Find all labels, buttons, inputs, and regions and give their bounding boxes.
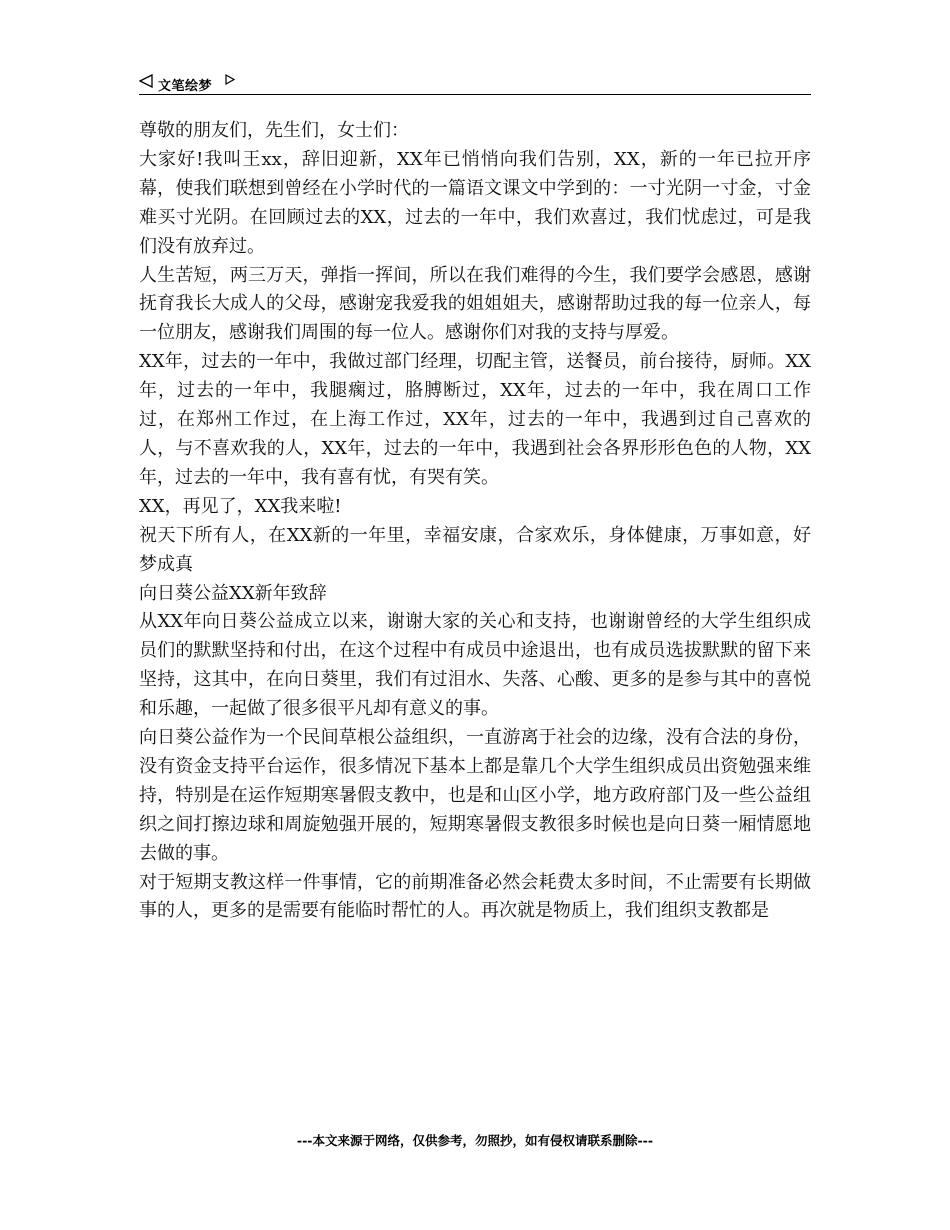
body-paragraph: XX年，过去的一年中，我做过部门经理，切配主管，送餐员，前台接待，厨师。XX年，过去的一年中，我腿瘸过，胳膊断过，XX年，过去的一年中，我在周口工作过，在郑州工作过，在上海工作过，XX年，过去的一年中，我遇到过自己喜欢的人，与不喜欢我的人，XX年，过去的一年中，我遇到社会各界形形色色的人物，XX年，过去的一年中，我有喜有忧，有哭有笑。 [139,351,811,488]
triangle-left-icon [139,74,153,88]
body-paragraph: 向日葵公益作为一个民间草根公益组织，一直游离于社会的边缘，没有合法的身份，没有资金支持平台运作，很多情况下基本上都是靠几个大学生组织成员出资勉强来维持，特别是在运作短期寒暑假支教中，也是和山区小学，地方政府部门及一些公益组织之间打擦边球和周旋勉强开展的，短期寒暑假支教很多时候也是向日葵一厢情愿地去做的事。 [139,727,811,864]
section-heading: 向日葵公益XX新年致辞 [139,582,327,604]
body-paragraph: XX，再见了，XX我来啦! [139,495,342,517]
body-paragraph: 人生苦短，两三万天，弹指一挥间，所以在我们难得的今生，我们要学会感恩，感谢抚育我长大成人的父母，感谢宠我爱我的姐姐姐夫，感谢帮助过我的每一位亲人，每一位朋友，感谢我们周围的每一位人。感谢你们对我的支持与厚爱。 [139,264,811,344]
header-title: 文笔绘梦 [158,79,213,94]
body-paragraph: 大家好!我叫王xx，辞旧迎新，XX年已悄悄向我们告别，XX，新的一年已拉开序幕，使我们联想到曾经在小学时代的一篇语文课文中学到的：一寸光阴一寸金，寸金难买寸光阴。在回顾过去的XX，过去的一年中，我们欢喜过，我们忧虑过，可是我们没有放弃过。 [139,148,811,257]
document-body [139,117,811,926]
triangle-right-icon [225,74,235,85]
body-paragraph: 从XX年向日葵公益成立以来，谢谢大家的关心和支持，也谢谢曾经的大学生组织成员们的默默坚持和付出，在这个过程中有成员中途退出，也有成员选拔默默的留下来坚持，这其中，在向日葵里，我们有过泪水、失落、心酸、更多的是参与其中的喜悦和乐趣，一起做了很多很平凡却有意义的事。 [139,611,811,720]
body-paragraph: 对于短期支教这样一件事情，它的前期准备必然会耗费太多时间，不止需要有长期做事的人，更多的是需要有能临时帮忙的人。再次就是物质上，我们组织支教都是 [139,871,811,922]
body-paragraph: 祝天下所有人，在XX新的一年里，幸福安康，合家欢乐，身体健康，万事如意，好梦成真 [139,524,811,575]
greeting-paragraph: 尊敬的朋友们，先生们，女士们： [139,120,409,141]
page-header [139,72,811,95]
page-footer: ---本文来源于网络，仅供参考，勿照抄，如有侵权请联系删除--- [296,1133,654,1148]
